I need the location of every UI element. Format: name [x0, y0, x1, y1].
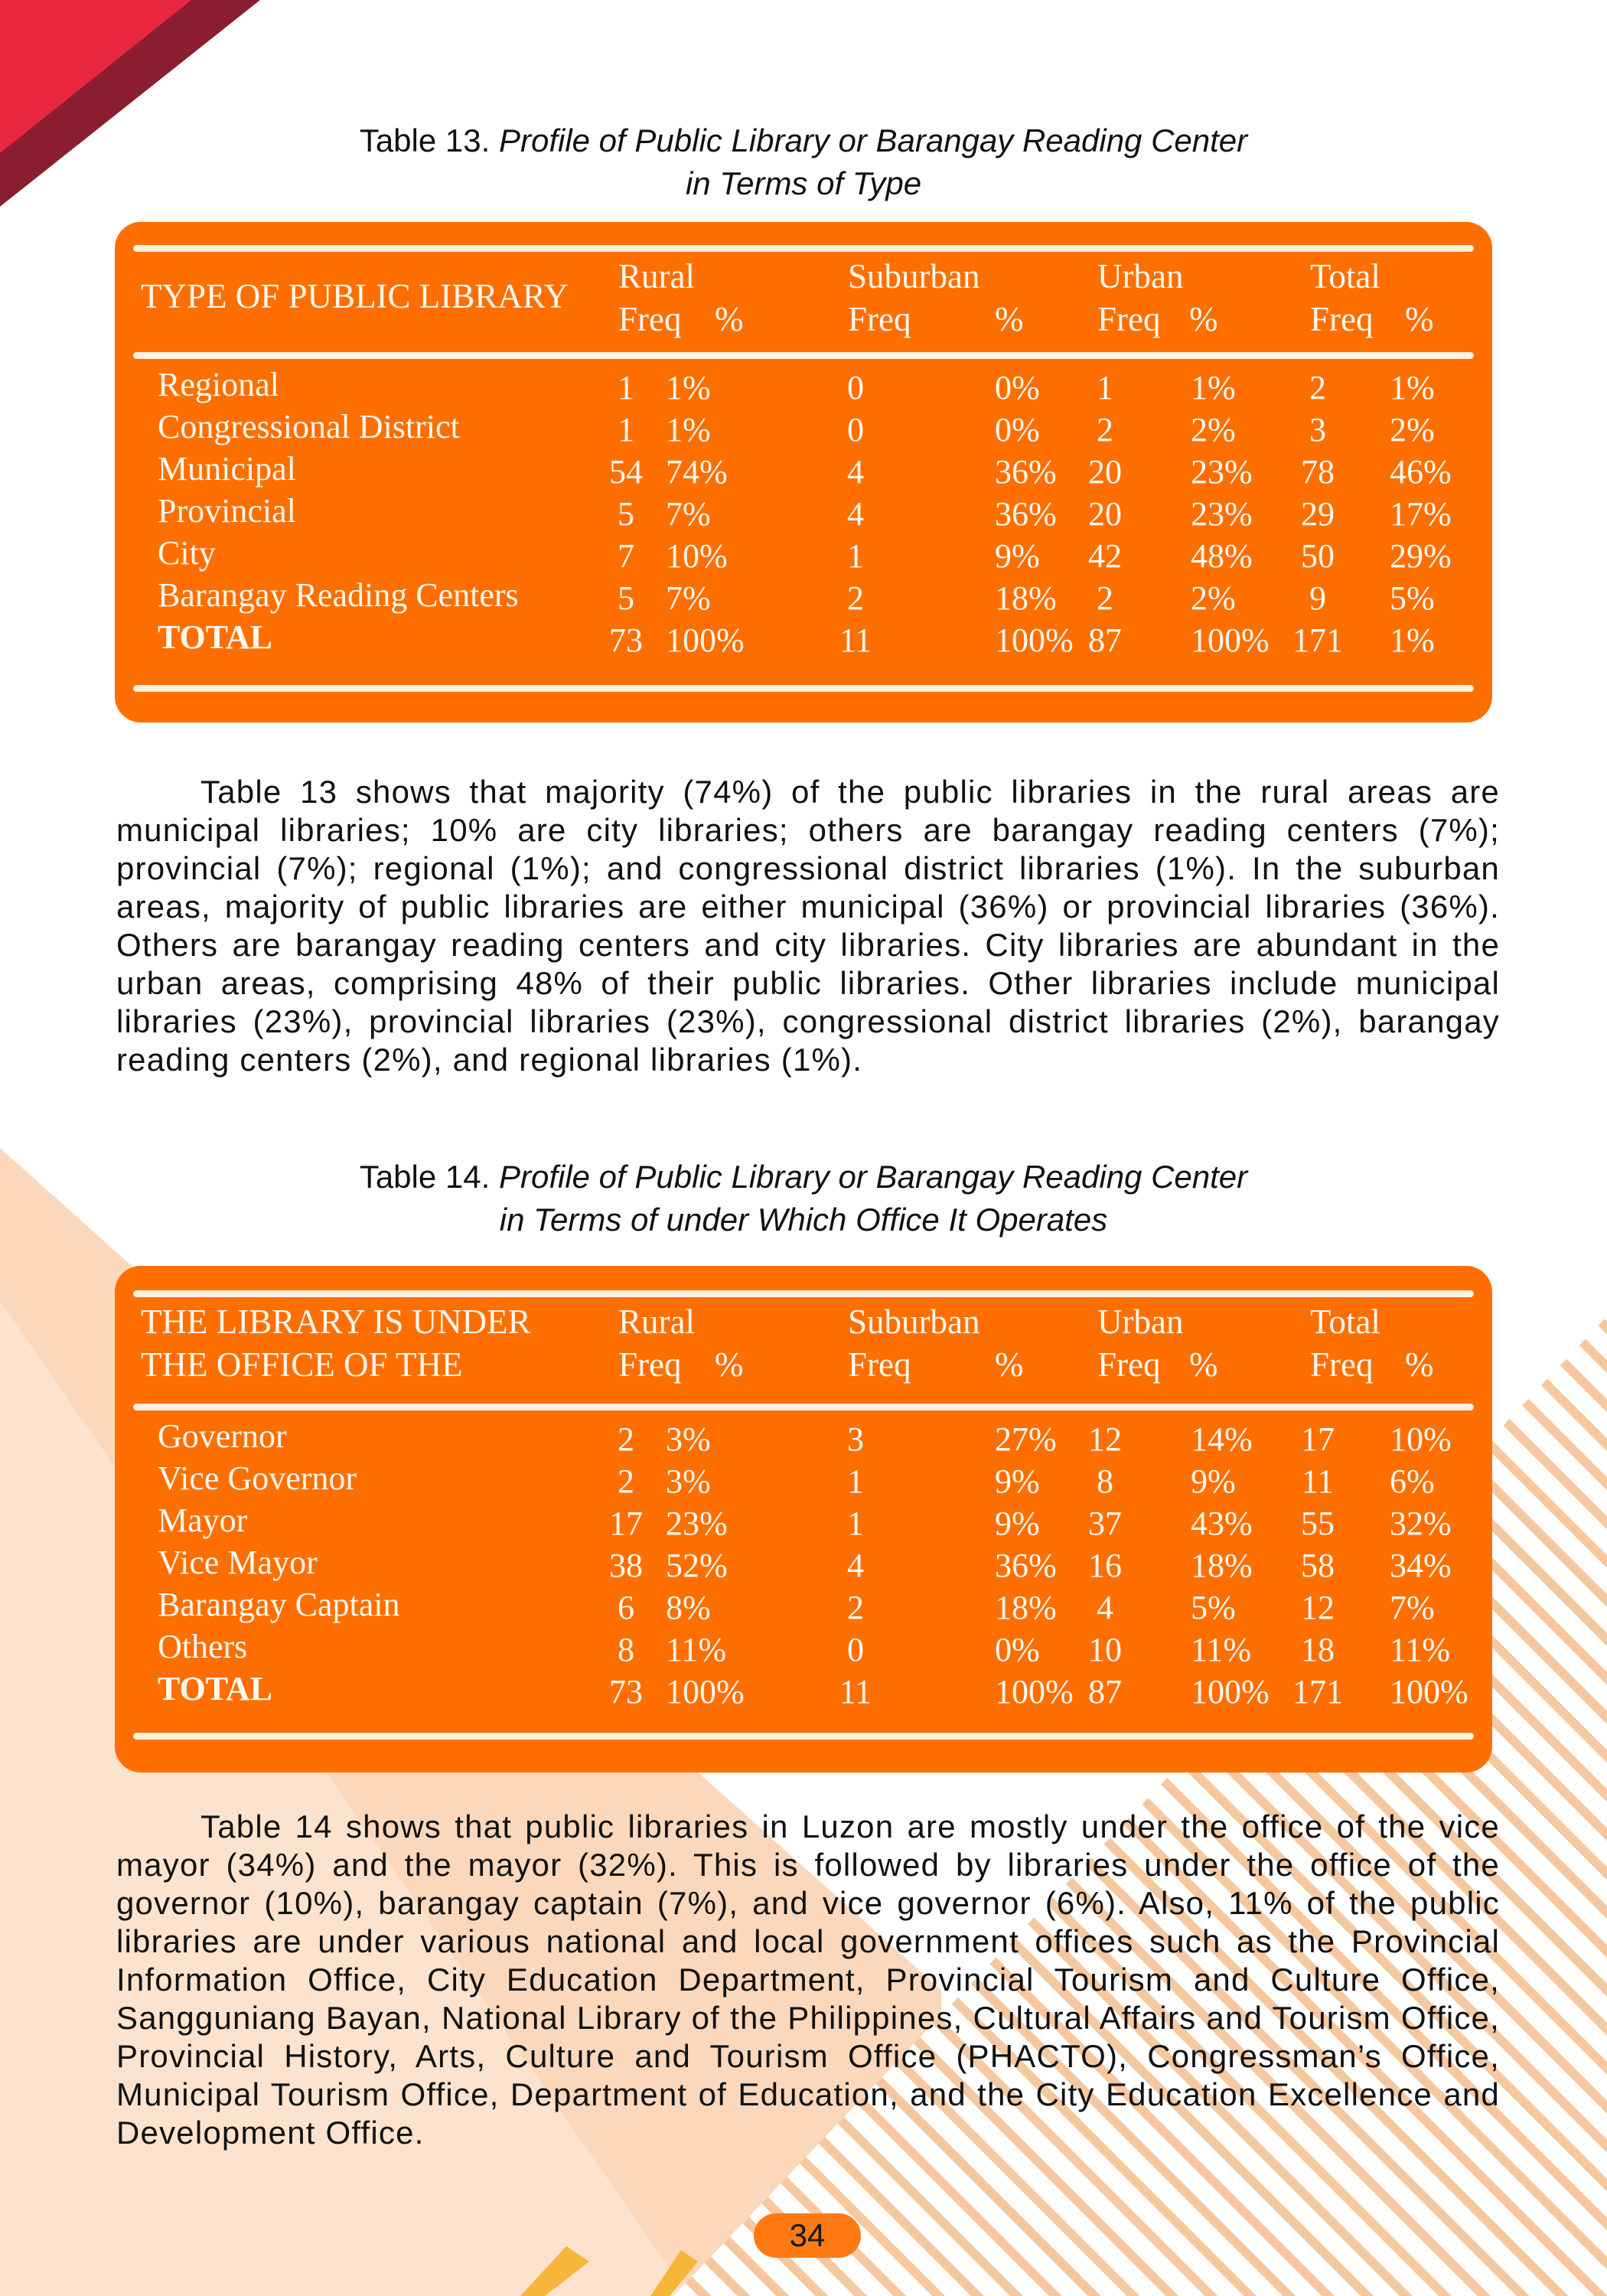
- table14-cell: 100%: [1191, 1673, 1270, 1711]
- table14-cell: 7%: [1390, 1589, 1435, 1626]
- table14-cell: 8%: [666, 1589, 711, 1626]
- table13-header-pct: %: [1405, 300, 1434, 338]
- table13-header-rule: [133, 352, 1474, 359]
- table14-cell: 16: [1088, 1547, 1122, 1584]
- table14-cell: 55: [1301, 1505, 1335, 1542]
- table13-cell: 17%: [1390, 495, 1452, 533]
- table14-caption-prefix: Table 14.: [359, 1159, 491, 1195]
- table13-cell: 36%: [995, 495, 1057, 533]
- table13-cell: 1%: [666, 369, 711, 406]
- table14-cell: 9%: [1191, 1463, 1236, 1500]
- table13-row-label: Congressional District: [158, 408, 460, 445]
- table14-header-label-line2: THE OFFICE OF THE: [141, 1345, 463, 1384]
- table14-cell: 3%: [666, 1420, 711, 1458]
- table13-cell: 20: [1088, 453, 1122, 491]
- table13-header-total: Total: [1310, 257, 1380, 295]
- table14-cell: 11: [1301, 1463, 1335, 1500]
- table13-cell: 50: [1301, 537, 1335, 575]
- table13-header-rural: Rural: [618, 257, 695, 295]
- table14-cell: 23%: [666, 1505, 728, 1542]
- table13-row-label: Provincial: [158, 492, 296, 530]
- table13-cell: 1: [847, 537, 864, 575]
- table14-cell: 10%: [1390, 1420, 1452, 1458]
- table13-cell: 18%: [995, 579, 1057, 617]
- table14-cell: 1: [847, 1463, 864, 1500]
- table14-cell: 1: [847, 1505, 864, 1542]
- table14-cell: 171: [1292, 1673, 1343, 1711]
- table13-header-freq: Freq: [848, 300, 911, 338]
- table13-cell: 23%: [1191, 495, 1253, 533]
- table13-caption: [115, 119, 1492, 205]
- table14-header-label-line1: THE LIBRARY IS UNDER: [141, 1303, 531, 1341]
- table13-header-pct: %: [715, 300, 744, 338]
- table14-cell: 9%: [995, 1463, 1040, 1500]
- table14-cell: 0%: [995, 1631, 1040, 1668]
- table14-caption: [115, 1156, 1492, 1241]
- table13-cell: 23%: [1191, 453, 1253, 491]
- table14-header-suburban: Suburban: [848, 1303, 980, 1341]
- table13: [115, 222, 1492, 722]
- table14-cell: 10: [1088, 1631, 1122, 1668]
- table14-header-freq: Freq: [1310, 1345, 1374, 1384]
- table13-cell: 100%: [666, 621, 745, 659]
- table14-cell: 2: [847, 1589, 864, 1626]
- body-paragraph-1: [116, 773, 1500, 1079]
- table13-cell: 5%: [1390, 579, 1435, 617]
- table13-cell: 171: [1292, 621, 1343, 659]
- table14-header-freq: Freq: [618, 1345, 682, 1384]
- table14-header-urban: Urban: [1097, 1303, 1184, 1341]
- table13-cell: 10%: [666, 537, 728, 575]
- table13-cell: 100%: [995, 621, 1074, 659]
- table14-row-label: Mayor: [158, 1502, 248, 1539]
- table14-cell: 17: [609, 1505, 643, 1542]
- table14-cell: 11%: [1390, 1631, 1451, 1668]
- table13-cell: 36%: [995, 453, 1057, 491]
- table14-cell: 2: [618, 1420, 634, 1458]
- table14-cell: 34%: [1390, 1547, 1452, 1584]
- table13-cell: 1%: [666, 411, 711, 448]
- table13-cell: 1%: [1191, 369, 1236, 406]
- table13-cell: 1%: [1390, 369, 1435, 406]
- table13-cell: 1: [1097, 369, 1113, 406]
- table14-cell: 18%: [1191, 1547, 1253, 1584]
- table14-cell: 87: [1088, 1673, 1122, 1711]
- table13-cell: 48%: [1191, 537, 1253, 575]
- table13-cell: 46%: [1390, 453, 1452, 491]
- table13-cell: 3: [1309, 411, 1326, 448]
- table14-cell: 37: [1088, 1505, 1122, 1542]
- table14-cell: 27%: [995, 1420, 1057, 1458]
- table14-cell: 11%: [666, 1631, 727, 1668]
- table13-header-freq: Freq: [1097, 300, 1161, 338]
- table13-cell: 9: [1309, 579, 1326, 617]
- table14-cell: 32%: [1390, 1505, 1452, 1542]
- table14-cell: 14%: [1191, 1420, 1253, 1458]
- table14-cell: 38: [609, 1547, 643, 1584]
- table14-cell: 17: [1301, 1420, 1335, 1458]
- table14-row-label: Governor: [158, 1417, 287, 1455]
- table13-row-label: TOTAL: [158, 618, 272, 656]
- table14-cell: 100%: [1390, 1673, 1468, 1711]
- table13-header-freq: Freq: [618, 300, 682, 338]
- table13-cell: 4: [847, 495, 864, 533]
- table13-row-label: Regional: [158, 366, 279, 403]
- table14-cell: 100%: [666, 1673, 745, 1711]
- table13-cell: 0: [847, 411, 864, 448]
- table13-row-label: City: [158, 534, 216, 572]
- table14-header-pct: %: [995, 1345, 1024, 1384]
- table14-cell: 3%: [666, 1463, 711, 1500]
- table14-row-label: Vice Mayor: [158, 1544, 318, 1581]
- table14-row-label: Barangay Captain: [158, 1586, 400, 1623]
- table14-cell: 12: [1088, 1420, 1122, 1458]
- table13-cell: 42: [1088, 537, 1122, 575]
- table14-cell: 5%: [1191, 1589, 1236, 1626]
- table14-cell: 12: [1301, 1589, 1335, 1626]
- table14-cell: 11: [839, 1673, 872, 1711]
- table13-cell: 20: [1088, 495, 1122, 533]
- table13-cell: 11: [839, 621, 872, 659]
- table13-header-urban: Urban: [1097, 257, 1184, 295]
- table14-caption-title-1: Profile of Public Library or Barangay Reading Center: [498, 1159, 1248, 1195]
- table14-header-pct: %: [1405, 1345, 1434, 1384]
- table14-cell: 3: [847, 1420, 864, 1458]
- table14-cell: 0: [847, 1631, 864, 1668]
- table14-cell: 11%: [1191, 1631, 1252, 1668]
- table13-cell: 54: [609, 453, 643, 491]
- table14-cell: 58: [1301, 1547, 1335, 1584]
- table14-header-freq: Freq: [848, 1345, 911, 1384]
- table14-cell: 6%: [1390, 1463, 1435, 1500]
- table13-header-suburban: Suburban: [848, 257, 980, 295]
- table13-cell: 7: [618, 537, 634, 575]
- table13-caption-title-2: in Terms of Type: [685, 165, 922, 201]
- table13-header-label: TYPE OF PUBLIC LIBRARY: [141, 277, 569, 315]
- table14-cell: 73: [609, 1673, 643, 1711]
- table13-cell: 2: [1097, 411, 1113, 448]
- table13-cell: 2: [1309, 369, 1326, 406]
- page-number: 34: [754, 2213, 861, 2258]
- table13-cell: 1: [618, 411, 634, 448]
- table14-cell: 52%: [666, 1547, 728, 1584]
- table13-cell: 74%: [666, 453, 728, 491]
- table13-cell: 29: [1301, 495, 1335, 533]
- table14: [115, 1266, 1492, 1773]
- paragraph-1-text: Table 13 shows that majority (74%) of the public libraries in the rural areas are municipal libraries; 10% are city libraries; others are barangay reading centers (7%); provincial (7%); regional (1%); and congressional district libraries (1%). In the suburban areas, majority of public libraries are either municipal (36%) or provincial libraries (36%). Others are barangay reading centers and city libraries. City libraries are abundant in the urban areas, comprising 48% of their public libraries. Other libraries include municipal libraries (23%), provincial libraries (23%), congressional district libraries (2%), barangay reading centers (2%), and regional libraries (1%).: [116, 774, 1500, 1078]
- table13-cell: 87: [1088, 621, 1122, 659]
- table13-cell: 78: [1301, 453, 1335, 491]
- table14-cell: 8: [1097, 1463, 1113, 1500]
- table14-cell: 8: [618, 1631, 634, 1668]
- table13-bottom-rule: [133, 685, 1474, 692]
- table14-cell: 6: [618, 1589, 634, 1626]
- table13-cell: 7%: [666, 495, 711, 533]
- table14-header-total: Total: [1310, 1303, 1380, 1341]
- table13-cell: 1%: [1390, 621, 1435, 659]
- table13-cell: 5: [618, 579, 634, 617]
- table14-cell: 43%: [1191, 1505, 1253, 1542]
- table13-header-pct: %: [995, 300, 1024, 338]
- table14-row-label: Others: [158, 1628, 248, 1665]
- table14-header-pct: %: [715, 1345, 744, 1384]
- table14-row-label: Vice Governor: [158, 1459, 357, 1497]
- table13-cell: 29%: [1390, 537, 1452, 575]
- table14-cell: 4: [1097, 1589, 1113, 1626]
- table14-header-pct: %: [1189, 1345, 1218, 1384]
- table13-cell: 1: [618, 369, 634, 406]
- table13-cell: 2: [847, 579, 864, 617]
- table13-row-label: Municipal: [158, 450, 296, 488]
- table14-cell: 100%: [995, 1673, 1074, 1711]
- table13-cell: 9%: [995, 537, 1040, 575]
- table14-cell: 2: [618, 1463, 634, 1500]
- table14-row-label: TOTAL: [158, 1670, 272, 1707]
- table13-caption-prefix: Table 13.: [359, 122, 491, 158]
- table13-top-rule: [133, 245, 1474, 252]
- table13-cell: 2%: [1191, 411, 1236, 448]
- table14-cell: 4: [847, 1547, 864, 1584]
- table13-cell: 0%: [995, 369, 1040, 406]
- table13-cell: 0%: [995, 411, 1040, 448]
- body-paragraph-2: [116, 1808, 1500, 2152]
- table13-cell: 73: [609, 621, 643, 659]
- table13-cell: 5: [618, 495, 634, 533]
- table13-header-pct: %: [1189, 300, 1218, 338]
- table14-caption-title-2: in Terms of under Which Office It Operates: [499, 1202, 1108, 1238]
- table14-cell: 9%: [995, 1505, 1040, 1542]
- table13-caption-title-1: Profile of Public Library or Barangay Reading Center: [498, 122, 1248, 158]
- table14-cell: 36%: [995, 1547, 1057, 1584]
- table14-header-freq: Freq: [1097, 1345, 1161, 1384]
- paragraph-2-text: Table 14 shows that public libraries in Luzon are mostly under the office of the vice mayor (34%) and the mayor (32%). This is followed by libraries under the office of the governor (10%), barangay captain (7%), and vice governor (6%). Also, 11% of the public libraries are under various national and local government offices such as the Provincial Information Office, City Education Department, Provincial Tourism and Culture Office, Sangguniang Bayan, National Library of the Philippines, Cultural Affairs and Tourism Office, Provincial History, Arts, Culture and Tourism Office (PHACTO), Congressman’s Office, Municipal Tourism Office, Department of Education, and the City Education Excellence and Development Office.: [116, 1808, 1500, 2151]
- table13-header-freq: Freq: [1310, 300, 1374, 338]
- table14-header-rural: Rural: [618, 1303, 695, 1341]
- table13-row-label: Barangay Reading Centers: [158, 576, 519, 614]
- table13-cell: 0: [847, 369, 864, 406]
- table13-cell: 100%: [1191, 621, 1270, 659]
- table13-cell: 2%: [1390, 411, 1435, 448]
- table14-header-rule: [133, 1404, 1474, 1411]
- table13-cell: 2: [1097, 579, 1113, 617]
- table14-top-rule: [133, 1290, 1474, 1297]
- table14-cell: 18%: [995, 1589, 1057, 1626]
- table13-cell: 4: [847, 453, 864, 491]
- table14-bottom-rule: [133, 1733, 1474, 1740]
- table13-cell: 7%: [666, 579, 711, 617]
- table14-cell: 18: [1301, 1631, 1335, 1668]
- table13-cell: 2%: [1191, 579, 1236, 617]
